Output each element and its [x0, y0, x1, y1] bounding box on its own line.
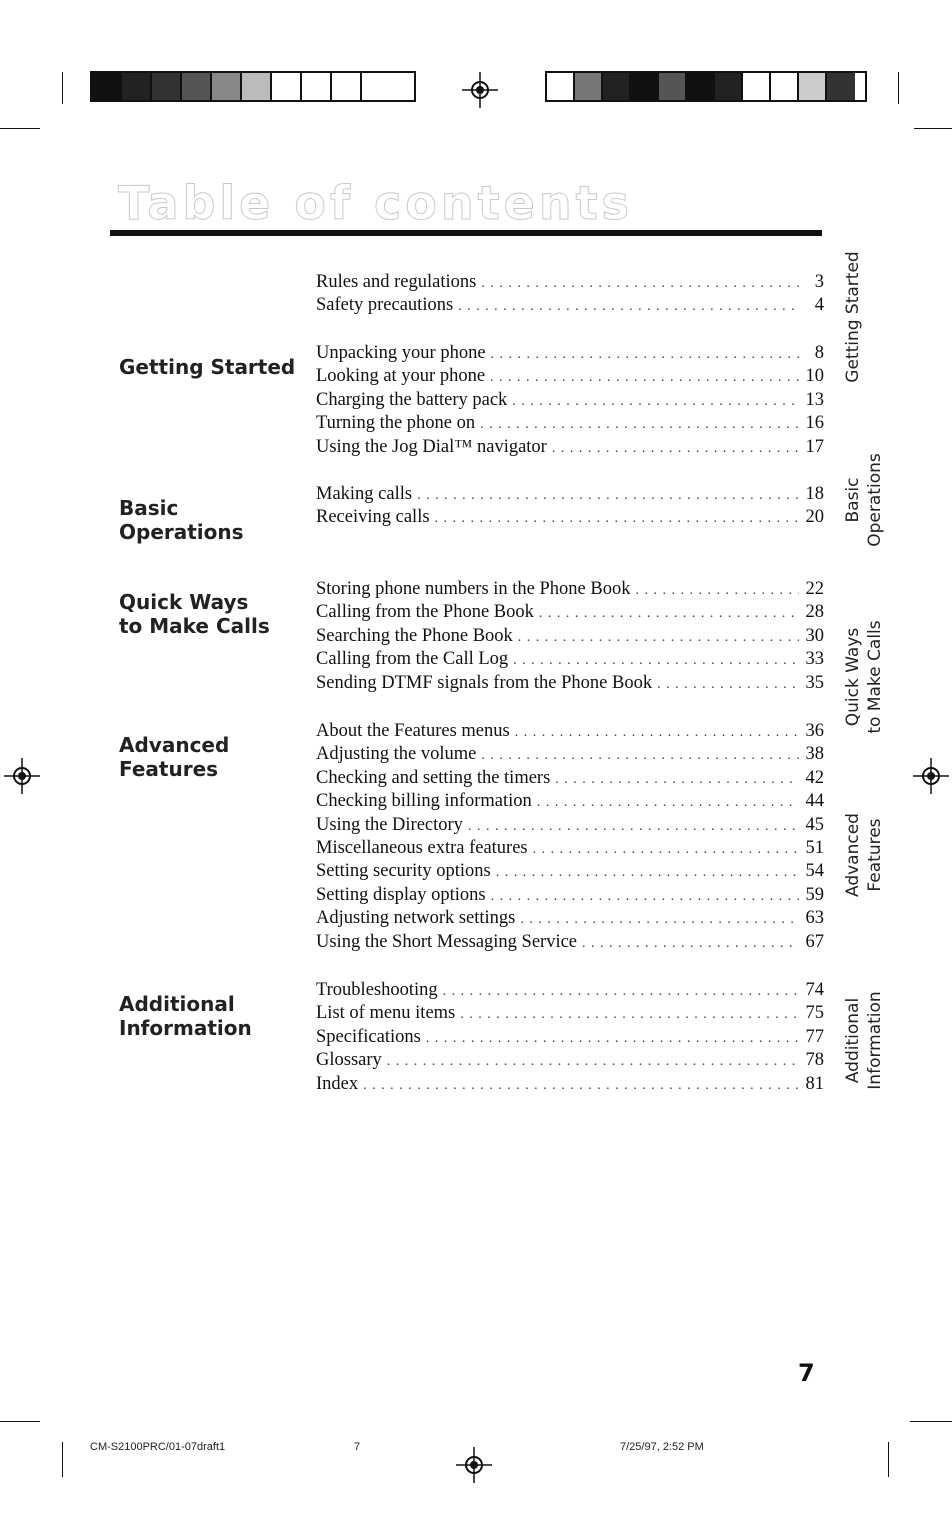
crop-mark-top-right-horizontal [914, 128, 952, 129]
footer-sheet-number: 7 [354, 1441, 361, 1453]
toc-entry[interactable]: Turning the phone on . . . 16 [316, 412, 824, 435]
toc-entry[interactable]: Specifications . . . 77 [316, 1026, 824, 1049]
toc-entry[interactable]: Looking at your phone . . . 10 [316, 365, 824, 388]
toc-group-basic-operations [316, 483, 824, 530]
toc-entry[interactable]: Making calls . . . 18 [316, 483, 824, 506]
toc-entry[interactable]: Setting display options . . . 59 [316, 884, 824, 907]
toc-group-additional-information [316, 979, 824, 1096]
page-number: 7 [798, 1359, 815, 1387]
toc-entry[interactable]: Safety precautions . . . 4 [316, 294, 824, 317]
crop-mark-top-left-vertical [62, 72, 63, 104]
registration-target-icon [4, 758, 40, 794]
crop-mark-bottom-left-vertical [62, 1442, 63, 1477]
section-label-additional-information: Additional Information [119, 992, 252, 1040]
toc-entry[interactable]: Checking and setting the timers . . . 42 [316, 767, 824, 790]
section-label-getting-started: Getting Started [119, 355, 296, 379]
toc-entry[interactable]: Storing phone numbers in the Phone Book . . . 22 [316, 578, 824, 601]
crop-mark-bottom-left-horizontal [0, 1421, 40, 1422]
toc-entry[interactable]: Using the Jog Dial™ navigator . . . 17 [316, 436, 824, 459]
toc-group-getting-started-2 [316, 342, 824, 459]
footer-timestamp: 7/25/97, 2:52 PM [620, 1441, 704, 1453]
side-tab-basic-operations[interactable]: Basic Operations [843, 453, 885, 547]
side-tab-additional-information[interactable]: Additional Information [843, 991, 885, 1090]
section-label-advanced-features: Advanced Features [119, 733, 230, 781]
registration-bar-right [545, 71, 867, 102]
toc-entry[interactable]: Rules and regulations . . . 3 [316, 271, 824, 294]
crop-mark-top-right-vertical [898, 72, 899, 104]
toc-group-advanced-features [316, 720, 824, 954]
side-tab-getting-started[interactable]: Getting Started [843, 251, 863, 383]
toc-group-getting-started-1 [316, 271, 824, 318]
toc-entry[interactable]: About the Features menus . . . 36 [316, 720, 824, 743]
footer-filename: CM-S2100PRC/01-07draft1 [90, 1441, 226, 1453]
section-label-basic-operations: Basic Operations [119, 496, 244, 544]
toc-entry[interactable]: Unpacking your phone . . . 8 [316, 342, 824, 365]
crop-mark-top-left-horizontal [0, 128, 40, 129]
toc-entry[interactable]: Adjusting the volume . . . 38 [316, 743, 824, 766]
toc-entry[interactable]: Receiving calls . . . 20 [316, 506, 824, 529]
toc-entry[interactable]: Setting security options . . . 54 [316, 860, 824, 883]
registration-bar-left [90, 71, 416, 102]
side-tab-quick-ways[interactable]: Quick Ways to Make Calls [843, 620, 885, 734]
toc-entry[interactable]: Charging the battery pack . . . 13 [316, 389, 824, 412]
toc-entry[interactable]: Calling from the Phone Book . . . 28 [316, 601, 824, 624]
toc-group-quick-ways [316, 578, 824, 695]
crop-mark-bottom-right-horizontal [910, 1421, 952, 1422]
crop-mark-bottom-right-vertical [888, 1442, 889, 1477]
toc-entry[interactable]: Index . . . 81 [316, 1073, 824, 1096]
title-rule [110, 230, 822, 236]
toc-entry[interactable]: Sending DTMF signals from the Phone Book . . . 35 [316, 672, 824, 695]
page-title: Table of contents [118, 176, 633, 230]
toc-entry[interactable]: Using the Short Messaging Service . . . 67 [316, 931, 824, 954]
toc-entry[interactable]: Glossary . . . 78 [316, 1049, 824, 1072]
toc-entry[interactable]: Adjusting network settings . . . 63 [316, 907, 824, 930]
toc-entry[interactable]: Searching the Phone Book . . . 30 [316, 625, 824, 648]
section-label-quick-ways: Quick Ways to Make Calls [119, 590, 270, 638]
toc-entry[interactable]: Troubleshooting . . . 74 [316, 979, 824, 1002]
registration-target-icon [913, 758, 949, 794]
toc-entry[interactable]: List of menu items . . . 75 [316, 1002, 824, 1025]
toc-entry[interactable]: Miscellaneous extra features . . . 51 [316, 837, 824, 860]
registration-target-icon [462, 72, 498, 108]
toc-entry[interactable]: Checking billing information . . . 44 [316, 790, 824, 813]
side-tab-advanced-features[interactable]: Advanced Features [843, 813, 885, 897]
toc-entry[interactable]: Using the Directory . . . 45 [316, 814, 824, 837]
toc-entry[interactable]: Calling from the Call Log . . . 33 [316, 648, 824, 671]
registration-target-icon [456, 1447, 492, 1483]
